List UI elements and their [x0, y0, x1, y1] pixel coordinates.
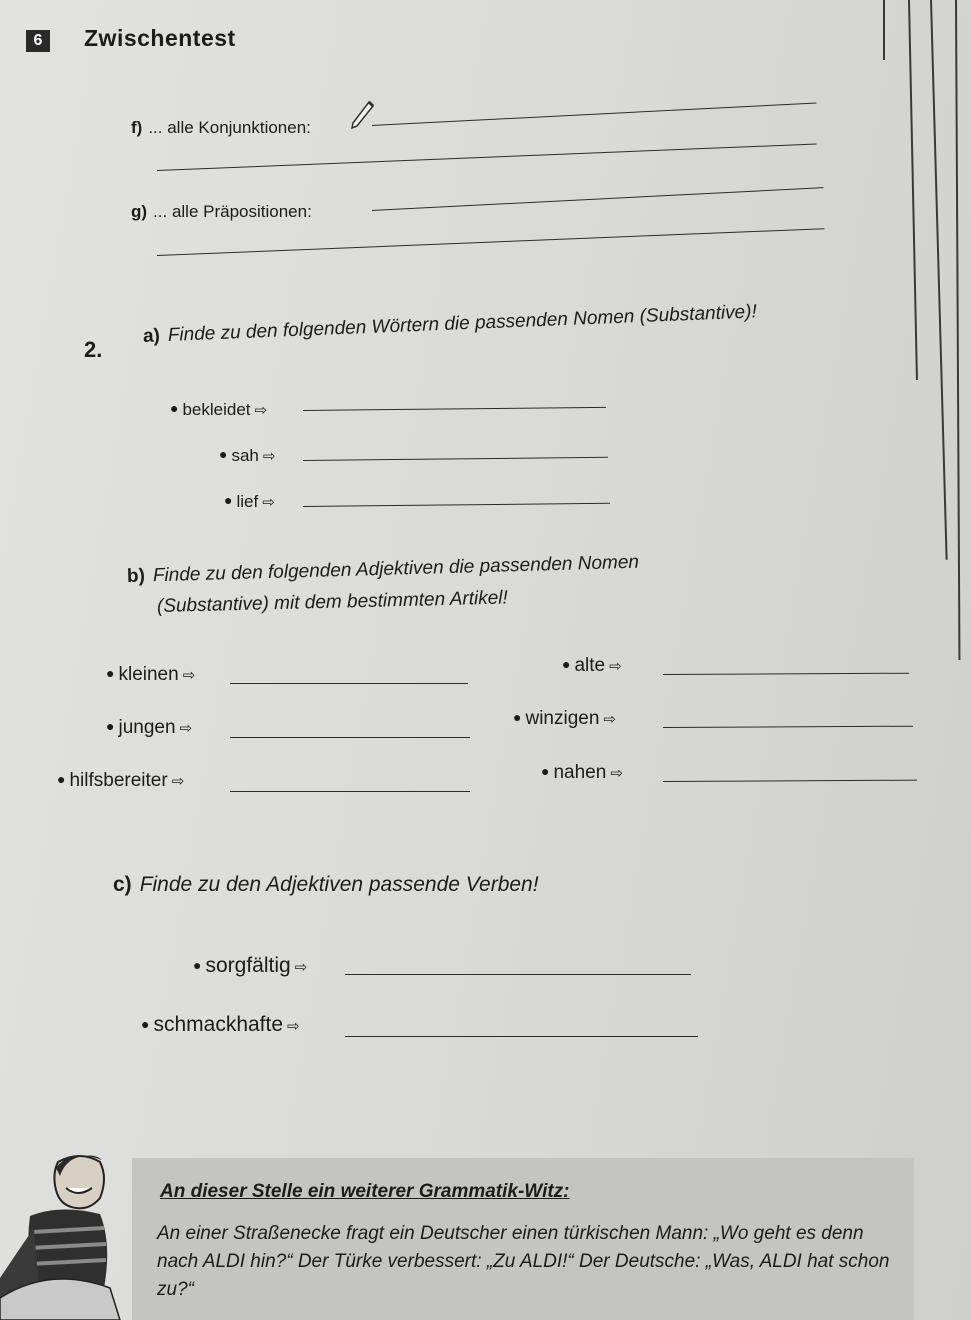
- page-edge-line: [908, 0, 918, 380]
- answer-line-f-2[interactable]: [157, 144, 817, 171]
- list-item: [224, 492, 275, 512]
- item-word: jungen: [118, 717, 176, 738]
- list-item: [170, 400, 267, 420]
- bullet-icon: ●: [106, 718, 115, 734]
- list-item: [141, 1013, 300, 1037]
- question-f-label: f): [131, 118, 143, 137]
- question-f: [131, 118, 311, 138]
- task-a-heading: [143, 301, 758, 348]
- bullet-icon: ●: [224, 492, 233, 508]
- list-item: [541, 762, 623, 784]
- list-item: [106, 717, 192, 739]
- pencil-icon: [345, 100, 375, 132]
- joke-title: An dieser Stelle ein weiterer Grammatik-Witz:: [160, 1181, 570, 1202]
- question-f-text: ... alle Konjunktionen:: [148, 118, 311, 137]
- answer-line-g-1[interactable]: [372, 187, 823, 211]
- list-item: [57, 770, 184, 792]
- list-item: [562, 655, 622, 677]
- joke-text: An einer Straßenecke fragt ein Deutscher einen türkischen Mann: „Wo geht es denn nach ALDI hin?“ Der Türke verbessert: „Zu ALDI!“ Der Deutsche: „Was, ALDI hat schon zu?“: [157, 1223, 890, 1300]
- arrow-right-icon: ⇨: [294, 959, 308, 976]
- list-item: [219, 446, 275, 466]
- task-b-heading: [127, 552, 640, 588]
- arrow-right-icon: ⇨: [610, 765, 623, 782]
- task-b-text-2: (Substantive) mit dem bestimmten Artikel!: [156, 587, 509, 617]
- answer-line[interactable]: [230, 737, 470, 738]
- task-b-heading-line2: [157, 587, 508, 618]
- page-edge-line: [955, 0, 960, 660]
- arrow-right-icon: ⇨: [262, 448, 276, 465]
- answer-line[interactable]: [663, 726, 913, 728]
- answer-line[interactable]: [663, 673, 909, 675]
- answer-line-f-1[interactable]: [372, 102, 816, 126]
- item-word: kleinen: [118, 664, 179, 685]
- chapter-number: 6: [26, 30, 50, 52]
- list-item: [193, 954, 307, 978]
- item-word: winzigen: [525, 708, 600, 729]
- item-word: schmackhafte: [153, 1013, 284, 1036]
- task-a-label: a): [142, 325, 161, 347]
- bullet-icon: ●: [106, 665, 115, 681]
- question-g-text: ... alle Präpositionen:: [153, 202, 312, 221]
- task-c-label: c): [113, 873, 132, 896]
- bullet-icon: ●: [219, 446, 228, 462]
- bullet-icon: ●: [562, 656, 571, 672]
- answer-line[interactable]: [303, 407, 606, 411]
- bullet-icon: ●: [193, 957, 202, 973]
- arrow-right-icon: ⇨: [171, 773, 185, 790]
- answer-line[interactable]: [303, 503, 610, 507]
- page-edge-line: [883, 0, 885, 60]
- question-g: [131, 202, 312, 222]
- boy-illustration: [0, 1148, 135, 1320]
- answer-line[interactable]: [345, 1036, 698, 1037]
- answer-line[interactable]: [230, 791, 470, 792]
- task-a-text: Finde zu den folgenden Wörtern die passenden Nomen (Substantive)!: [167, 301, 758, 346]
- bullet-icon: ●: [141, 1016, 150, 1032]
- task-b-label: b): [126, 565, 146, 587]
- task-b-text-1: Finde zu den folgenden Adjektiven die passenden Nomen: [152, 551, 640, 587]
- bullet-icon: ●: [57, 771, 66, 787]
- list-item: [513, 708, 616, 730]
- arrow-right-icon: ⇨: [609, 658, 622, 675]
- answer-line[interactable]: [345, 974, 691, 975]
- bullet-icon: ●: [541, 763, 550, 779]
- arrow-right-icon: ⇨: [179, 720, 193, 737]
- item-word: bekleidet: [182, 400, 251, 419]
- item-word: sorgfältig: [205, 954, 291, 977]
- bullet-icon: ●: [170, 400, 179, 416]
- answer-line[interactable]: [303, 457, 608, 461]
- bullet-icon: ●: [513, 709, 522, 725]
- item-word: alte: [574, 655, 606, 676]
- item-word: hilfsbereiter: [69, 770, 168, 791]
- question-g-label: g): [131, 202, 148, 221]
- section-number: 2.: [84, 337, 103, 362]
- arrow-right-icon: ⇨: [182, 667, 196, 684]
- arrow-right-icon: ⇨: [603, 711, 616, 728]
- answer-line-g-2[interactable]: [157, 228, 825, 256]
- list-item: [106, 664, 195, 686]
- task-c-heading: [113, 873, 539, 897]
- task-c-text: Finde zu den Adjektiven passende Verben!: [139, 873, 539, 896]
- page-edge-line: [930, 0, 948, 560]
- arrow-right-icon: ⇨: [262, 494, 275, 511]
- answer-line[interactable]: [230, 683, 468, 684]
- item-word: nahen: [553, 762, 607, 783]
- arrow-right-icon: ⇨: [287, 1018, 300, 1035]
- arrow-right-icon: ⇨: [254, 402, 268, 419]
- item-word: lief: [236, 492, 259, 511]
- item-word: sah: [231, 446, 259, 465]
- page-title: Zwischentest: [84, 25, 236, 51]
- answer-line[interactable]: [663, 780, 917, 782]
